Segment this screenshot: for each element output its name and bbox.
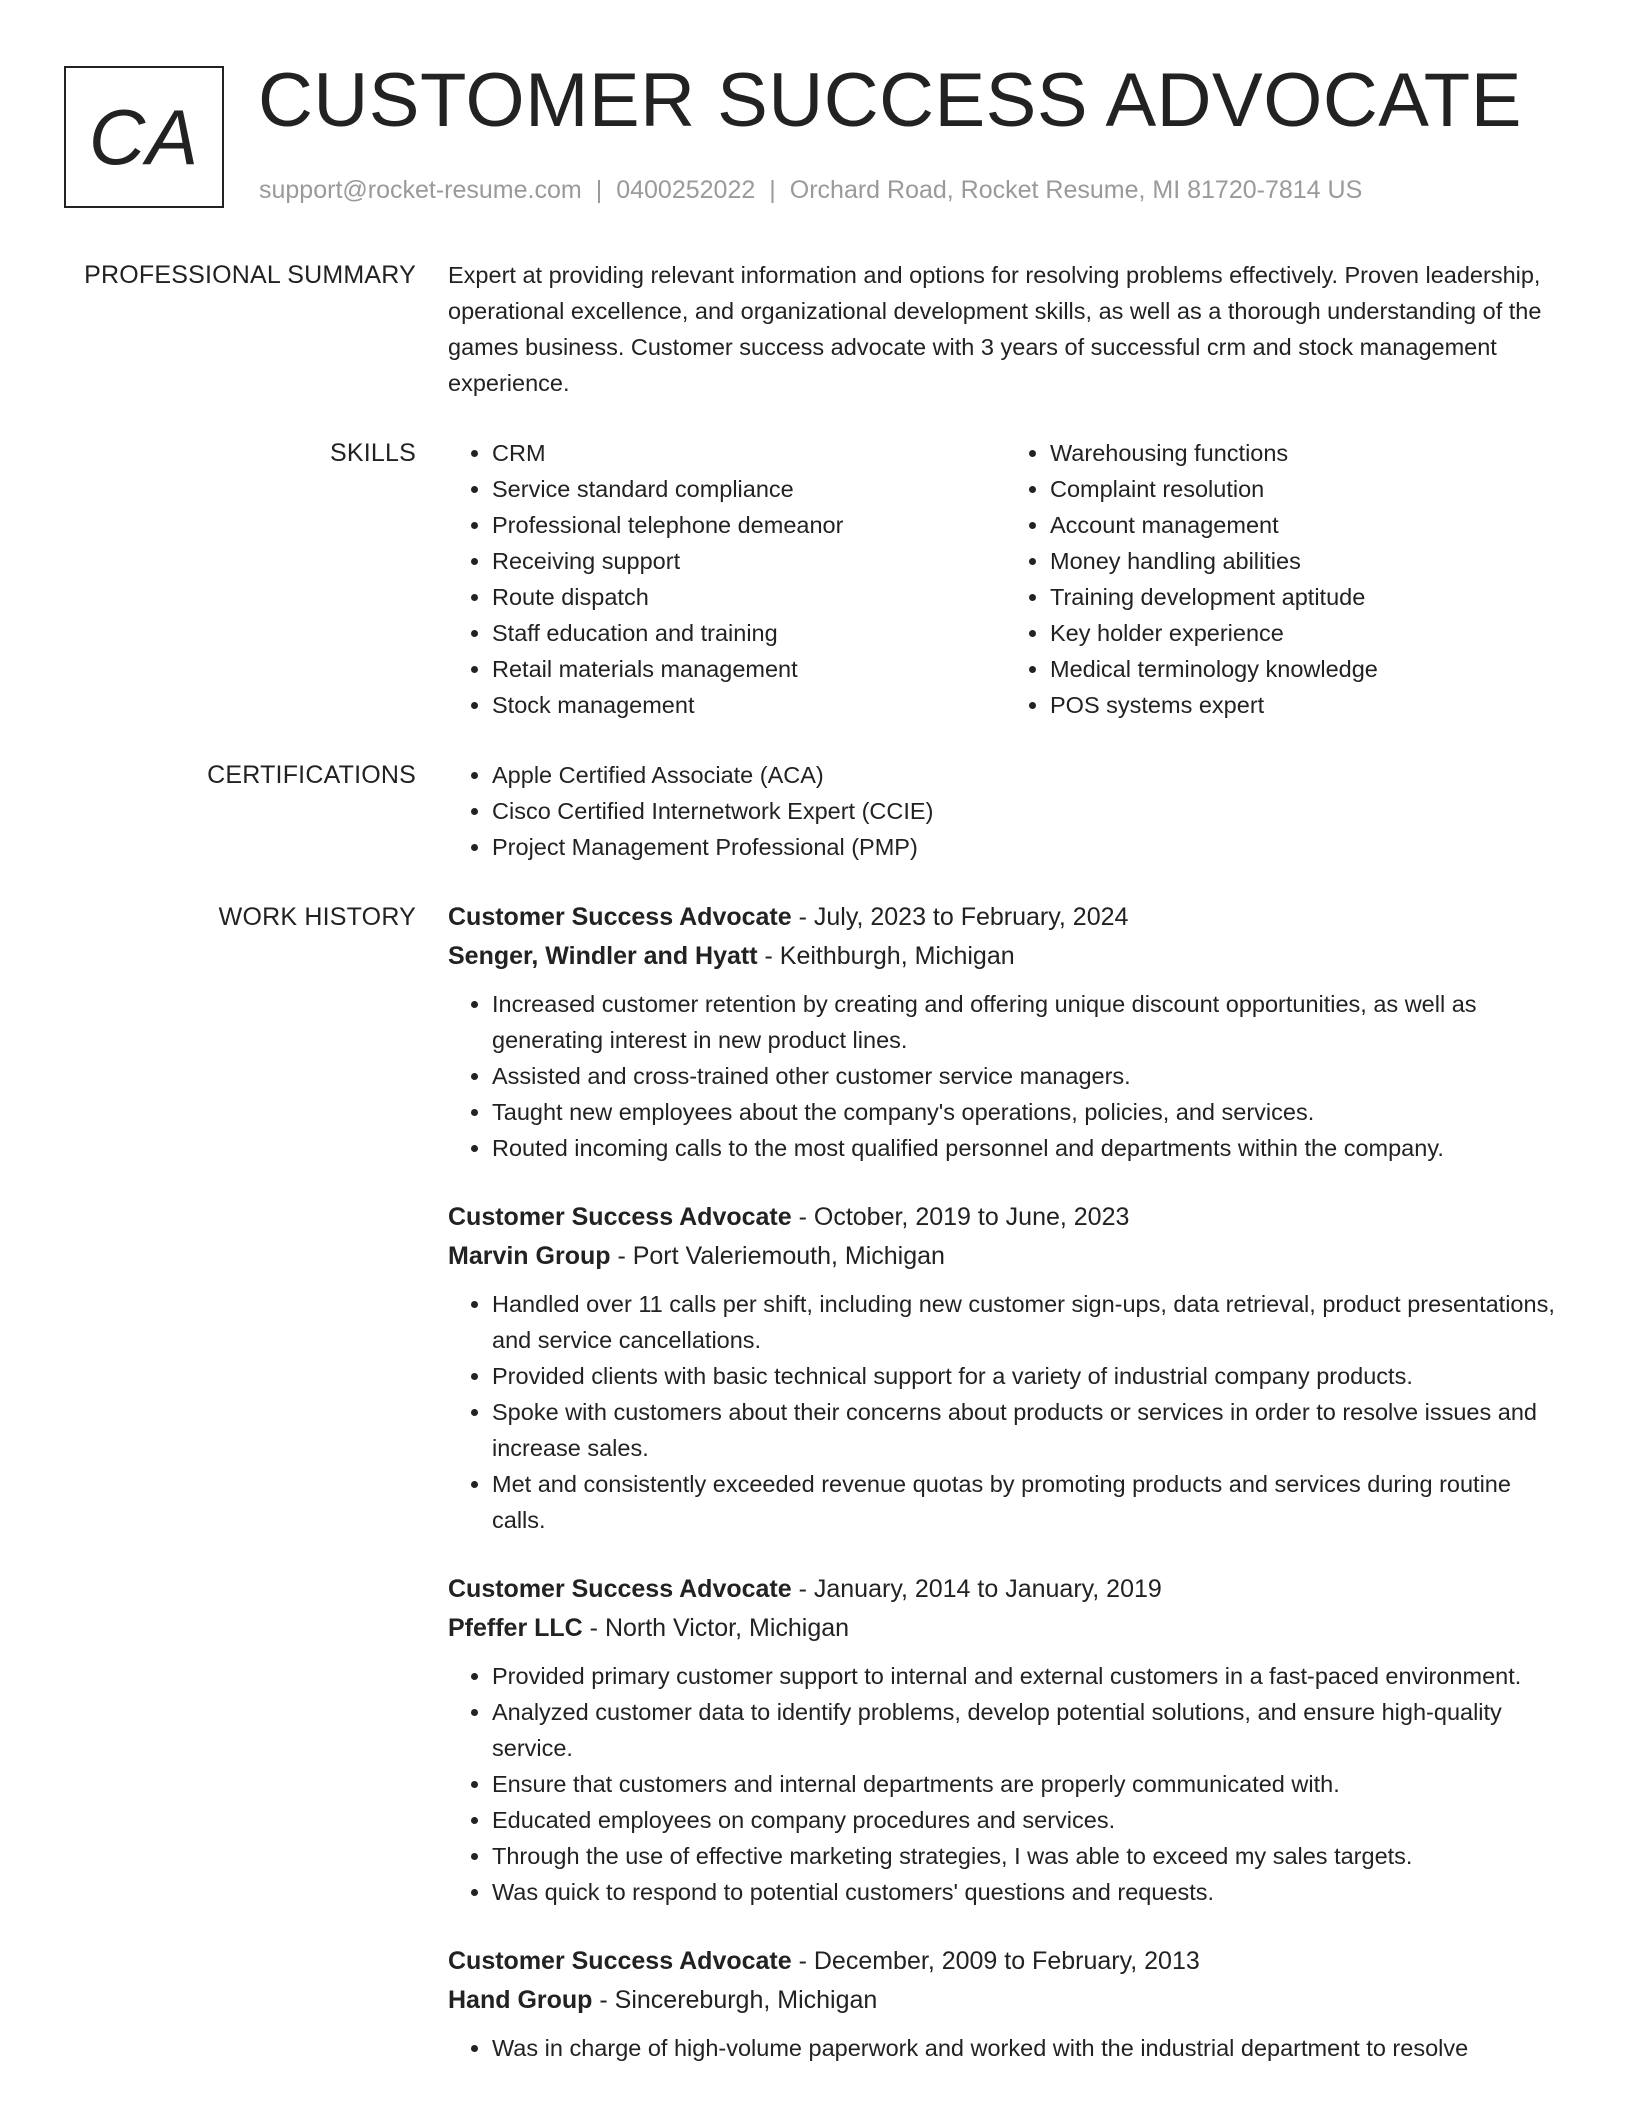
skill-item: • Money handling abilities [1050, 543, 1564, 579]
work-history-body [448, 898, 1564, 2098]
job-duty: • Assisted and cross-trained other customer service managers. [492, 1058, 1564, 1094]
contact-separator: | [769, 176, 776, 204]
job-dates: - January, 2014 to January, 2019 [791, 1575, 1162, 1603]
job-company: Hand Group [448, 1986, 593, 2014]
contact-phone[interactable]: 0400252022 [616, 176, 756, 204]
skill-item: • Complaint resolution [1050, 471, 1564, 507]
skills-heading: SKILLS [330, 439, 416, 467]
job-duties [448, 986, 1564, 1166]
job-duty: • Routed incoming calls to the most qualified personnel and departments within the company. [492, 1130, 1564, 1166]
job-role: Customer Success Advocate [448, 903, 792, 931]
page-title: CUSTOMER SUCCESS ADVOCATE [258, 58, 1522, 143]
job-duty: • Provided primary customer support to internal and external customers in a fast-paced environment. [492, 1658, 1564, 1694]
work-history-heading: WORK HISTORY [218, 903, 416, 931]
job-role: Customer Success Advocate [448, 1575, 792, 1603]
job-duties [448, 1658, 1564, 1910]
skill-item: • Account management [1050, 507, 1564, 543]
job-duty: • Met and consistently exceeded revenue quotas by promoting products and services during routine calls. [492, 1466, 1564, 1538]
skill-item: • Service standard compliance [492, 471, 1006, 507]
skill-item: • Receiving support [492, 543, 1006, 579]
contact-separator: | [595, 176, 603, 204]
job-title-line [448, 1942, 1564, 1981]
certification-item: • Cisco Certified Internetwork Expert (CCIE) [492, 793, 1564, 829]
job-duty: • Provided clients with basic technical support for a variety of industrial company products. [492, 1358, 1564, 1394]
contact-address: Orchard Road, Rocket Resume, MI 81720-7814 US [789, 176, 1363, 204]
job-role: Customer Success Advocate [448, 1203, 792, 1231]
job-company-line [448, 1237, 1564, 1276]
job-duty: • Ensure that customers and internal departments are properly communicated with. [492, 1766, 1564, 1802]
job-location: - Port Valeriemouth, Michigan [610, 1242, 945, 1270]
summary-text: Expert at providing relevant information and options for resolving problems effectively. Proven leadership, operational excellence, and organizational development skills, as well as a thorough understanding of the games business. Customer success advocate with 3 years of successful crm and stock management experience. [448, 262, 1542, 396]
job-duty: • Analyzed customer data to identify problems, develop potential solutions, and ensure high-quality service. [492, 1694, 1564, 1766]
job-entry [448, 1942, 1564, 2066]
initials-monogram: CA [64, 66, 224, 208]
skill-item: • Retail materials management [492, 651, 1006, 687]
skills-body [448, 435, 1564, 723]
skill-item: • CRM [492, 435, 1006, 471]
job-location: - North Victor, Michigan [582, 1614, 850, 1642]
job-duty: • Educated employees on company procedures and services. [492, 1802, 1564, 1838]
job-duties [448, 1286, 1564, 1538]
job-company: Marvin Group [448, 1242, 611, 1270]
job-role: Customer Success Advocate [448, 1947, 792, 1975]
job-company: Pfeffer LLC [448, 1614, 583, 1642]
job-duty: • Was quick to respond to potential customers' questions and requests. [492, 1874, 1564, 1910]
job-duty: • Spoke with customers about their concerns about products or services in order to resolve issues and increase sales. [492, 1394, 1564, 1466]
certification-item: • Project Management Professional (PMP) [492, 829, 1564, 865]
skills-list-right [1006, 435, 1564, 723]
job-title-line [448, 898, 1564, 937]
contact-email[interactable]: support@rocket-resume.com [259, 176, 582, 204]
summary-body [448, 257, 1564, 401]
certifications-heading: CERTIFICATIONS [207, 761, 416, 789]
skill-item: • Key holder experience [1050, 615, 1564, 651]
job-entry [448, 1198, 1564, 1538]
job-duty: • Was in charge of high-volume paperwork and worked with the industrial department to resolve [492, 2030, 1564, 2066]
job-company: Senger, Windler and Hyatt [448, 942, 758, 970]
skill-item: • Professional telephone demeanor [492, 507, 1006, 543]
job-dates: - October, 2019 to June, 2023 [791, 1203, 1130, 1231]
summary-heading: PROFESSIONAL SUMMARY [84, 261, 416, 289]
skill-item: • Warehousing functions [1050, 435, 1564, 471]
skill-item: • Staff education and training [492, 615, 1006, 651]
job-dates: - July, 2023 to February, 2024 [791, 903, 1129, 931]
job-duties [448, 2030, 1564, 2066]
skill-item: • POS systems expert [1050, 687, 1564, 723]
skills-list-left [448, 435, 1006, 723]
certification-item: • Apple Certified Associate (ACA) [492, 757, 1564, 793]
job-duty: • Handled over 11 calls per shift, including new customer sign-ups, data retrieval, product presentations, and service cancellations. [492, 1286, 1564, 1358]
job-title-line [448, 1198, 1564, 1237]
certifications-body [448, 757, 1564, 865]
job-entry [448, 1570, 1564, 1910]
certifications-list [448, 757, 1564, 865]
job-location: - Sincereburgh, Michigan [592, 1986, 878, 2014]
job-location: - Keithburgh, Michigan [757, 942, 1015, 970]
job-entry [448, 898, 1564, 1166]
job-dates: - December, 2009 to February, 2013 [791, 1947, 1200, 1975]
job-duty: • Through the use of effective marketing strategies, I was able to exceed my sales targets. [492, 1838, 1564, 1874]
job-title-line [448, 1570, 1564, 1609]
job-company-line [448, 1981, 1564, 2020]
skill-item: • Training development aptitude [1050, 579, 1564, 615]
job-duty: • Taught new employees about the company's operations, policies, and services. [492, 1094, 1564, 1130]
contact-line [259, 173, 1362, 207]
skill-item: • Stock management [492, 687, 1006, 723]
job-company-line [448, 937, 1564, 976]
job-company-line [448, 1609, 1564, 1648]
job-duty: • Increased customer retention by creating and offering unique discount opportunities, as well as generating interest in new product lines. [492, 986, 1564, 1058]
skill-item: • Medical terminology knowledge [1050, 651, 1564, 687]
skill-item: • Route dispatch [492, 579, 1006, 615]
